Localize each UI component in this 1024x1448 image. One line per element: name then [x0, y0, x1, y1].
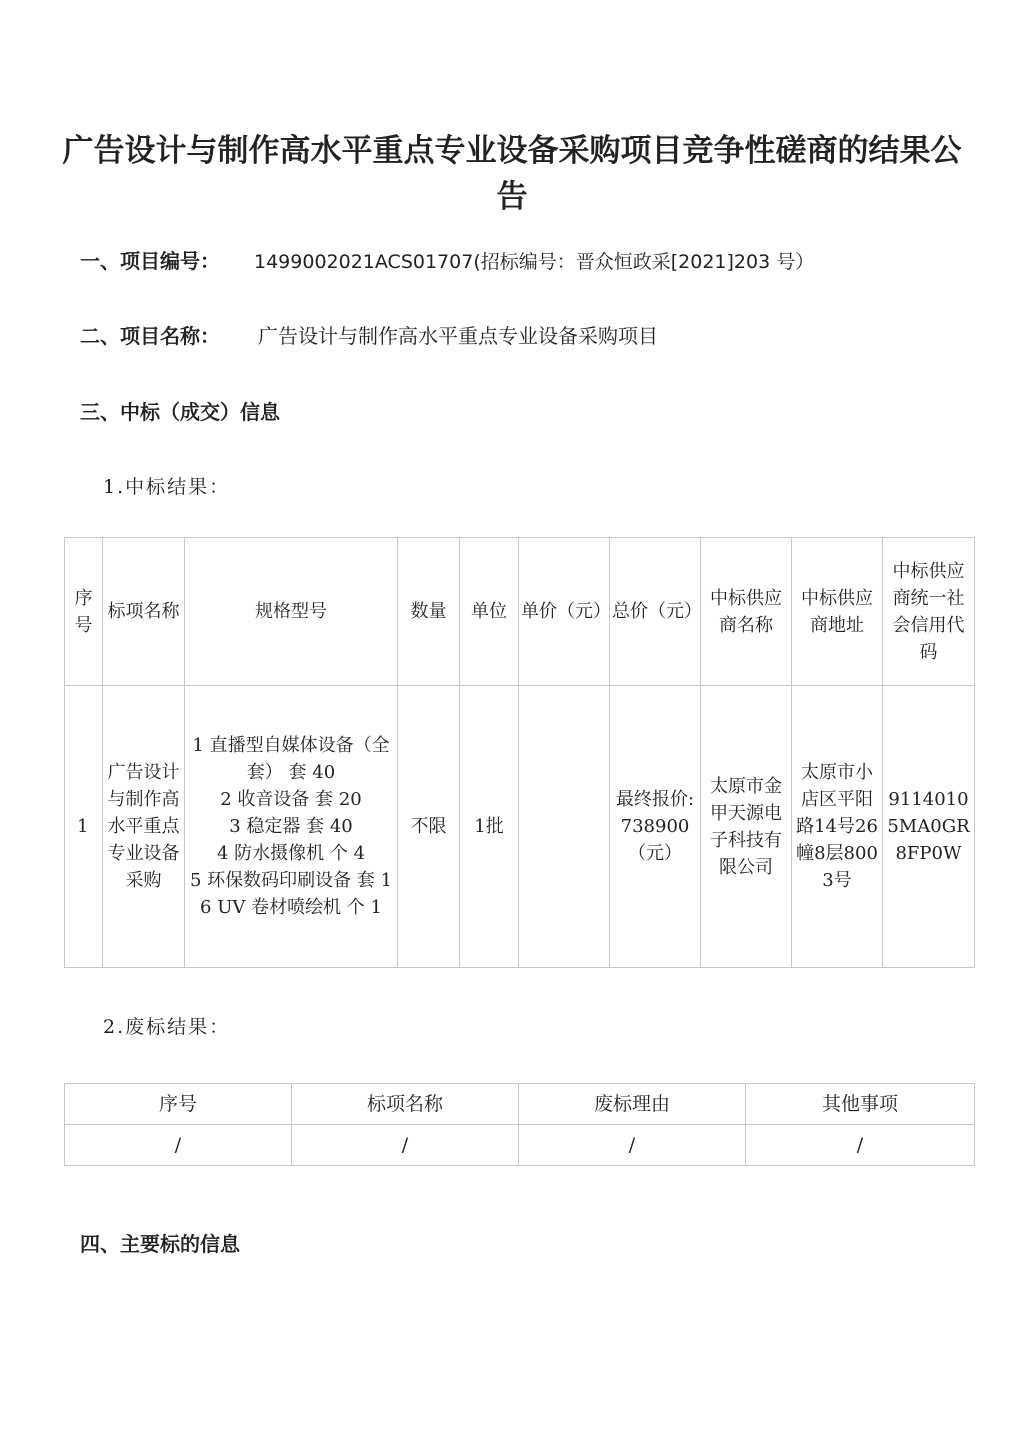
cell-seq: 1 [65, 686, 103, 968]
award-table-header-row [65, 538, 975, 686]
cell-unit-price [519, 686, 610, 968]
project-name-label: 二、项目名称： [80, 324, 220, 348]
spec-item: 6 UV 卷材喷绘机 个 1 [200, 897, 382, 918]
cell-credit-code: 91140105MA0GR8FP0W [883, 686, 975, 968]
void-header-seq: 序号 [65, 1084, 292, 1125]
table-row [65, 686, 975, 968]
spec-item: 5 环保数码印刷设备 套 1 [189, 870, 393, 891]
void-header-other: 其他事项 [746, 1084, 975, 1125]
award-result-table [64, 537, 975, 968]
header-credit-code: 中标供应商统一社会信用代码 [883, 538, 975, 686]
void-header-reason: 废标理由 [519, 1084, 746, 1125]
header-spec: 规格型号 [185, 538, 398, 686]
cell-supplier-address: 太原市小店区平阳路14号26幢8层8003号 [792, 686, 883, 968]
cell-item-name: 广告设计与制作高水平重点专业设备采购 [103, 686, 185, 968]
page-title: 广告设计与制作高水平重点专业设备采购项目竞争性磋商的结果公告 [62, 133, 962, 215]
cell-total-price: 最终报价:738900（元） [610, 686, 701, 968]
spec-item: 2 收音设备 套 20 [220, 789, 362, 810]
project-number-label: 一、项目编号： [80, 249, 220, 273]
cell-unit: 1批 [460, 686, 519, 968]
header-total-price: 总价（元） [610, 538, 701, 686]
header-seq: 序号 [65, 538, 103, 686]
project-number-section [80, 245, 814, 274]
void-table-header-row [65, 1084, 975, 1125]
void-result-table [64, 1083, 975, 1166]
header-item-name: 标项名称 [103, 538, 185, 686]
header-unit: 单位 [460, 538, 519, 686]
award-info-label: 三、中标（成交）信息 [80, 400, 280, 424]
award-info-heading [80, 396, 280, 425]
main-subject-heading [80, 1228, 240, 1257]
void-header-item-name: 标项名称 [292, 1084, 519, 1125]
void-cell-reason: / [519, 1125, 746, 1166]
project-name-value: 广告设计与制作高水平重点专业设备采购项目 [258, 324, 658, 348]
table-row [65, 1125, 975, 1166]
header-supplier-name: 中标供应商名称 [701, 538, 792, 686]
spec-item: 3 稳定器 套 40 [229, 816, 353, 837]
header-unit-price: 单价（元） [519, 538, 610, 686]
void-cell-other: / [746, 1125, 975, 1166]
award-result-subheading: 1.中标结果： [103, 476, 231, 498]
header-supplier-address: 中标供应商地址 [792, 538, 883, 686]
void-cell-seq: / [65, 1125, 292, 1166]
void-result-subheading: 2.废标结果： [103, 1016, 231, 1038]
header-quantity: 数量 [398, 538, 460, 686]
project-number-value: 1499002021ACS01707(招标编号：晋众恒政采[2021]203 号） [254, 251, 815, 273]
spec-item: 1 直播型自媒体设备（全套） 套 40 [192, 735, 390, 783]
cell-supplier-name: 太原市金甲天源电子科技有限公司 [701, 686, 792, 968]
project-name-section [80, 320, 658, 349]
cell-spec [185, 686, 398, 968]
spec-item: 4 防水摄像机 个 4 [216, 843, 366, 864]
main-subject-label: 四、主要标的信息 [80, 1232, 240, 1256]
void-cell-item-name: / [292, 1125, 519, 1166]
cell-quantity: 不限 [398, 686, 460, 968]
